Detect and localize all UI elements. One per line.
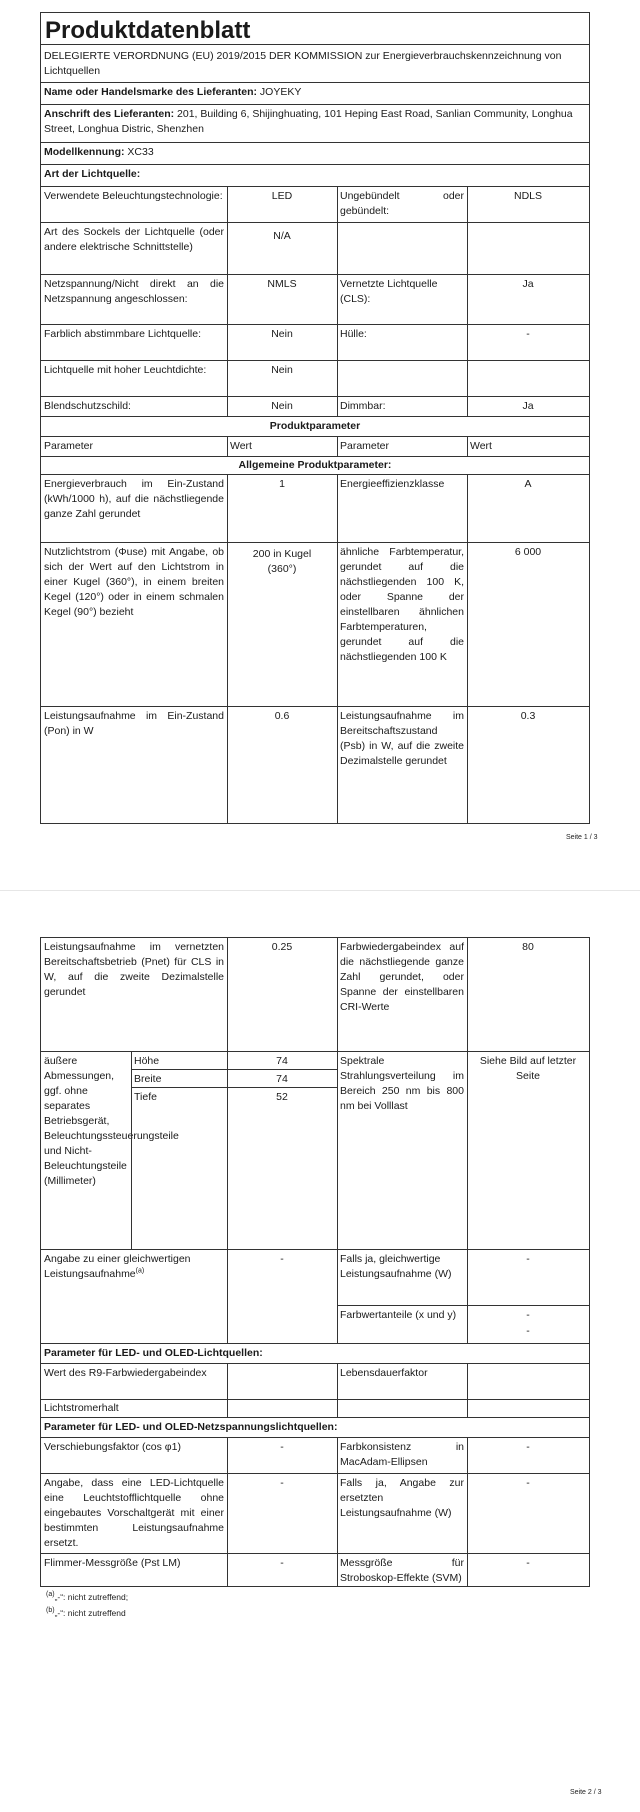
param-value: - <box>280 1477 284 1489</box>
dim-name-cell <box>131 1088 227 1106</box>
param-value: 0.25 <box>271 941 293 953</box>
dim-value-cell <box>227 1088 337 1106</box>
model-row <box>41 143 589 165</box>
mains-row <box>41 1554 589 1586</box>
param-value <box>227 1364 337 1368</box>
product-params-row <box>41 417 589 437</box>
type-row <box>41 223 589 275</box>
type-row <box>41 325 589 361</box>
datasheet-table-2 <box>40 937 590 1587</box>
param-value: - <box>526 1557 530 1569</box>
equivalent-power-text: Angabe zu einer gleichwertigen Leistungsaufnahme <box>44 1253 191 1280</box>
param-label: Verschiebungsfaktor (cos φ1) <box>44 1441 181 1453</box>
param-value <box>467 1400 589 1404</box>
datasheet-page-2 <box>0 890 640 1812</box>
footnote-b-text: „-“: nicht zutreffend <box>54 1608 126 1618</box>
param-value <box>227 1400 337 1404</box>
param-value: LED <box>271 190 293 202</box>
param-label: Angabe, dass eine LED-Lichtquelle eine Leuchtstofflichtquelle ohne eingebautes Vorschaltgerät mit einer bestimmten Leistungsaufnahme ersetzt. <box>44 1477 224 1549</box>
param-value <box>467 223 589 227</box>
param-value: - <box>280 1253 284 1265</box>
equivalent-power-block <box>41 1250 589 1344</box>
param-label: Art des Sockels der Lichtquelle (oder andere elektrische Schnittstelle) <box>44 226 224 253</box>
param-value: 0.3 <box>520 710 536 722</box>
mains-section-heading: Parameter für LED- und OLED-Netzspannungslichtquellen: <box>44 1421 338 1433</box>
column-header-value: Wert <box>470 440 492 452</box>
chromaticity-row <box>337 1306 589 1343</box>
param-label <box>337 1400 467 1404</box>
model-value: XC33 <box>127 146 154 158</box>
param-label: Lichtstromerhalt <box>44 1402 119 1414</box>
if-yes-row <box>337 1250 589 1306</box>
mains-row <box>41 1438 589 1474</box>
column-header-value: Wert <box>230 440 252 452</box>
general-row <box>41 543 589 707</box>
param-value: 0.6 <box>274 710 290 722</box>
param-value: Nein <box>271 364 293 376</box>
led-row <box>41 1364 589 1400</box>
page-number: Seite 2 / 3 <box>570 1789 602 1796</box>
page-number: Seite 1 / 3 <box>566 834 598 841</box>
led-section-row <box>41 1344 589 1364</box>
param-value: Siehe Bild auf letzter Seite <box>479 1055 577 1082</box>
param-label: Flimmer-Messgröße (Pst LM) <box>44 1557 181 1569</box>
param-value: Ja <box>522 278 534 290</box>
param-label: Hülle: <box>340 328 367 340</box>
param-value: N/A <box>273 230 291 242</box>
param-label <box>337 361 467 365</box>
footnote-a-text: „-“: nicht zutreffend; <box>54 1592 129 1602</box>
param-label <box>337 223 467 227</box>
column-header-parameter: Parameter <box>44 440 94 452</box>
regulation-row <box>41 45 589 83</box>
param-label: ähnliche Farbtemperatur, gerundet auf die nächstliegenden 100 K, oder Spanne der einstellbaren ähnlichen Farbtemperaturen, gerundet auf die nächstliegenden 100 K <box>340 546 464 663</box>
led-section-heading: Parameter für LED- und OLED-Lichtquellen: <box>44 1347 263 1359</box>
footnote-mark: (a) <box>135 1267 145 1275</box>
dim-value-cell <box>227 1070 337 1088</box>
equivalent-power-label <box>41 1250 227 1284</box>
led-row <box>41 1400 589 1418</box>
param-value: Ja <box>522 400 534 412</box>
header-row <box>41 437 589 457</box>
model-label: Modellkennung: <box>44 146 125 158</box>
param-label: Spektrale Strahlungsverteilung im Bereich 250 nm bis 800 nm bei Volllast <box>340 1055 464 1112</box>
address-row <box>41 105 589 143</box>
dimension-value: 74 <box>276 1073 288 1085</box>
param-value: A <box>524 478 532 490</box>
param-label: Netzspannung/Nicht direkt an die Netzspannung angeschlossen: <box>44 278 224 305</box>
param-value: - <box>526 328 530 340</box>
param-label: Blendschutzschild: <box>44 400 131 412</box>
param-value: - <box>526 1477 530 1489</box>
general-row <box>41 475 589 543</box>
type-section-row <box>41 165 589 187</box>
param-label: Vernetzte Lichtquelle (CLS): <box>340 278 438 305</box>
footnote-b <box>46 1607 126 1619</box>
param-label: Messgröße für Stroboskop-Effekte (SVM) <box>340 1557 464 1584</box>
supplier-name-value: JOYEKY <box>259 86 302 98</box>
param-label: Dimmbar: <box>340 400 386 412</box>
param-label: Leistungsaufnahme im Ein-Zustand (Pon) in W <box>44 710 224 737</box>
type-row <box>41 187 589 223</box>
param-label: Lebensdauerfaktor <box>340 1367 428 1379</box>
dimension-value: 52 <box>276 1091 288 1103</box>
general-row <box>41 707 589 823</box>
param-label: Farbkonsistenz in MacAdam-Ellipsen <box>340 1441 464 1468</box>
param-label: Falls ja, Angabe zur ersetzten Leistungsaufnahme (W) <box>340 1477 464 1519</box>
param-value: 1 <box>279 478 285 490</box>
mains-section-row <box>41 1418 589 1438</box>
column-header-parameter: Parameter <box>340 440 390 452</box>
regulation-text: DELEGIERTE VERORDNUNG (EU) 2019/2015 DER KOMMISSION zur Energieverbrauchskennzeichnung von Lichtquellen <box>44 50 562 77</box>
param-value: 200 in Kugel (360°) <box>252 548 312 575</box>
param-label: Leistungsaufnahme im Bereitschaftszustand (Psb) in W, auf die zweite Dezimalstelle gerundet <box>340 710 464 767</box>
param-value: - <box>526 1309 530 1321</box>
params-row <box>41 938 589 1052</box>
type-row <box>41 361 589 397</box>
dimensions-row <box>41 1052 589 1250</box>
param-value: Nein <box>271 400 293 412</box>
dimension-name: Breite <box>134 1073 162 1085</box>
param-value: - <box>526 1441 530 1453</box>
param-label: Lichtquelle mit hoher Leuchtdichte: <box>44 364 207 376</box>
param-label: Wert des R9-Farbwiedergabeindex <box>44 1367 207 1379</box>
param-label: Energieverbrauch im Ein-Zustand (kWh/1000 h), auf die nächstliegende ganze Zahl gerundet <box>44 478 224 520</box>
param-value <box>467 361 589 365</box>
param-value: NDLS <box>513 190 542 202</box>
supplier-name <box>41 83 589 102</box>
param-label: Falls ja, gleichwertige Leistungsaufnahme (W) <box>340 1253 452 1280</box>
param-value: 6 000 <box>514 546 542 558</box>
param-value: - <box>280 1557 284 1569</box>
type-row <box>41 397 589 417</box>
param-label: Farbwiedergabeindex auf die nächstliegende ganze Zahl gerundet, oder Spanne der einstellbaren CRI-Werte <box>340 941 464 1013</box>
param-value: 80 <box>522 941 534 953</box>
param-label: Nutzlichtstrom (Φuse) mit Angabe, ob sich der Wert auf den Lichtstrom in einer Kugel (360°), in einem breiten Kegel (120°) oder in einem schmalen Kegel (90°) bezieht <box>44 546 224 618</box>
footnote-a-mark: (a) <box>46 1591 55 1599</box>
title-row <box>41 13 589 45</box>
param-value <box>467 1364 589 1368</box>
supplier-address <box>41 105 589 139</box>
dim-name-cell <box>131 1052 227 1070</box>
general-params-heading: Allgemeine Produktparameter: <box>238 459 392 471</box>
model-id <box>41 143 589 162</box>
param-value: NMLS <box>267 278 297 290</box>
datasheet-page-1 <box>0 0 640 890</box>
general-params-row <box>41 457 589 475</box>
dimensions-label: äußere Abmessungen, ggf. ohne separates Betriebsgerät, Beleuchtungssteuerungsteile und Nicht-Beleuchtungsteile (Millimeter) <box>44 1055 179 1187</box>
param-value: - <box>280 1441 284 1453</box>
type-section-heading: Art der Lichtquelle: <box>44 168 141 180</box>
dimension-name: Höhe <box>134 1055 160 1067</box>
mains-row <box>41 1474 589 1554</box>
dim-value-cell <box>227 1052 337 1070</box>
param-value: - <box>526 1325 530 1337</box>
footnote-b-mark: (b) <box>46 1607 55 1615</box>
supplier-name-row <box>41 83 589 105</box>
param-label: Leistungsaufnahme im vernetzten Bereitschaftsbetrieb (Pnet) für CLS in W, auf die zweite Dezimalstelle gerundet <box>44 941 224 998</box>
dimension-value: 74 <box>276 1055 288 1067</box>
param-value: - <box>526 1253 530 1265</box>
param-label: Verwendete Beleuchtungstechnologie: <box>44 190 223 202</box>
datasheet-table-1 <box>40 12 590 824</box>
param-label: Energieeffizienzklasse <box>340 478 445 490</box>
dim-name-cell <box>131 1070 227 1088</box>
type-row <box>41 275 589 325</box>
param-label: Ungebündelt oder gebündelt: <box>340 190 464 217</box>
address-label: Anschrift des Lieferanten: <box>44 108 175 120</box>
param-label: Farbwertanteile (x und y) <box>340 1309 457 1321</box>
footnote-a <box>46 1591 128 1603</box>
product-params-heading: Produktparameter <box>269 420 361 432</box>
address-value: 201, Building 6, Shijinghuating, 101 Heping East Road, Sanlian Community, Longhua Street, Longhua Distric, Shenzhen <box>44 108 573 135</box>
param-label: Farblich abstimmbare Lichtquelle: <box>44 328 201 340</box>
param-value: Nein <box>271 328 293 340</box>
page-title: Produktdatenblatt <box>45 17 251 44</box>
supplier-name-label: Name oder Handelsmarke des Lieferanten: <box>44 86 257 98</box>
dimension-name: Tiefe <box>134 1091 157 1103</box>
